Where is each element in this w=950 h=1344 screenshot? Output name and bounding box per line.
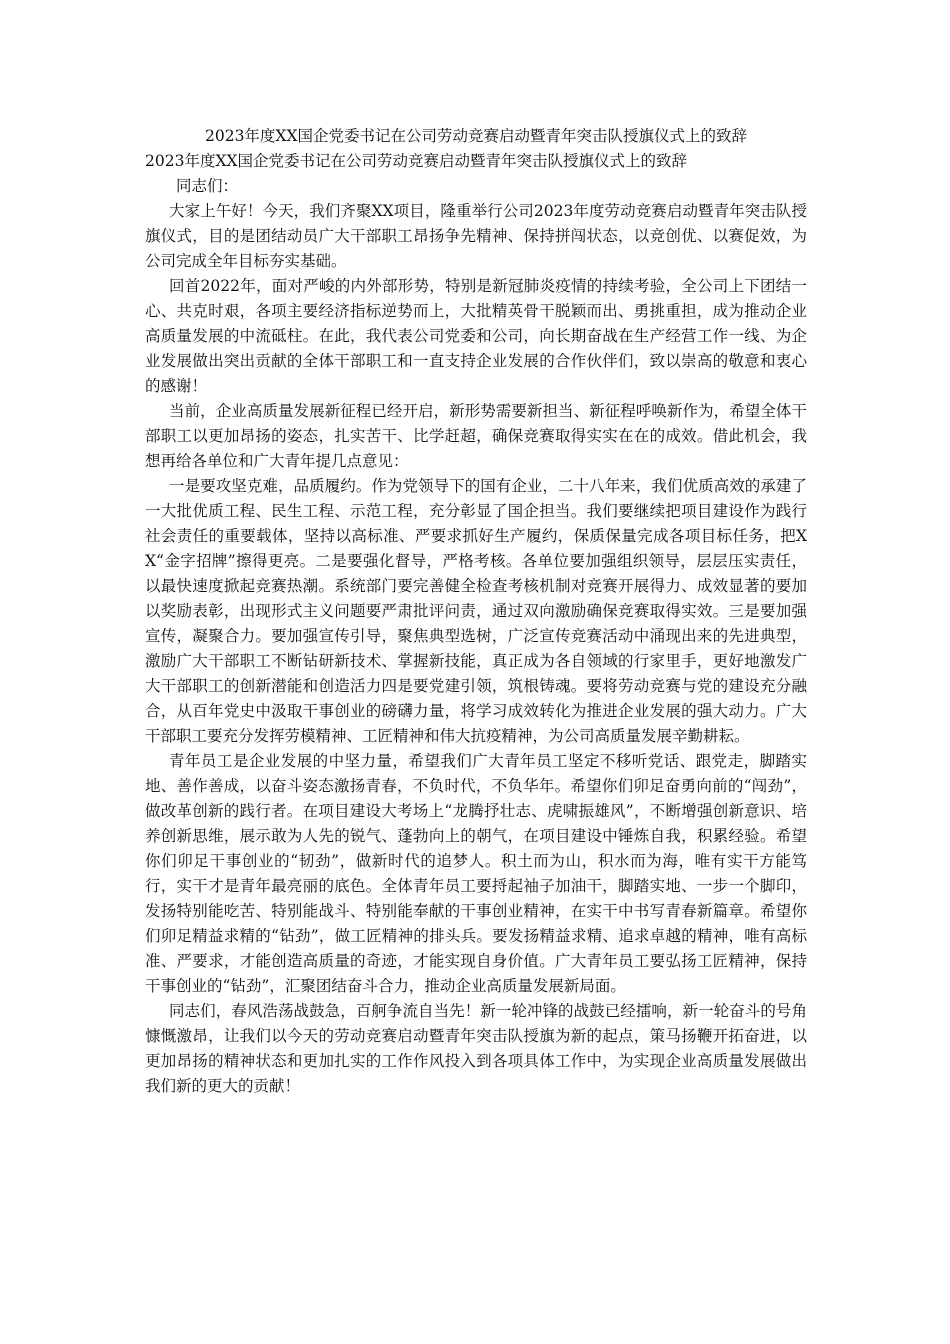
paragraph-review-2022: 回首2022年，面对严峻的内外部形势，特别是新冠肺炎疫情的持续考验，全公司上下团结一心、共克时艰，各项主要经济指标逆势而上，大批精英骨干脱颖而出、勇挑重担，成为推动企业高质量发展的中流砥柱。在此，我代表公司党委和公司，向长期奋战在生产经营工作一线、为企业发展做出突出贡献的全体干部职工和一直支持企业发展的合作伙伴们，致以崇高的敬意和衷心的感谢！ bbox=[145, 277, 807, 395]
paragraph-current-situation: 当前，企业高质量发展新征程已经开启，新形势需要新担当、新征程呼唤新作为，希望全体干部职工以更加昂扬的姿态，扎实苦干、比学赶超，确保竞赛取得实实在在的成效。借此机会，我想再给各单位和广大青年提几点意见： bbox=[145, 402, 807, 470]
salutation: 同志们： bbox=[176, 177, 239, 195]
document-title: 2023年度XX国企党委书记在公司劳动竞赛启动暨青年突击队授旗仪式上的致辞 bbox=[204, 127, 748, 145]
paragraph-four-requirements: 一是要攻坚克难，品质履约。作为党领导下的国有企业，二十八年来，我们优质高效的承建了一大批优质工程、民生工程、示范工程，充分彰显了国企担当。我们要继续把项目建设作为践行社会责任的重要载体，坚持以高标准、严要求抓好生产履约，保质保量完成各项目标任务，把XX“金字招牌”擦得更亮。二是要强化督导，严格考核。各单位要加强组织领导，层层压实责任，以最快速度掀起竞赛热潮。系统部门要完善健全检查考核机制对竞赛开展得力、成效显著的要加以奖励表彰，出现形式主义问题要严肃批评问责，通过双向激励确保竞赛取得实效。三是要加强宣传，凝聚合力。要加强宣传引导，聚焦典型选树，广泛宣传竞赛活动中涌现出来的先进典型，激励广大干部职工不断钻研新技术、掌握新技能，真正成为各自领域的行家里手，更好地激发广大干部职工的创新潜能和创造活力四是要党建引领，筑根铸魂。要将劳动竞赛与党的建设充分融合，从百年党史中汲取干事创业的磅礴力量，将学习成效转化为推进企业发展的强大动力。广大干部职工要充分发挥劳模精神、工匠精神和伟大抗疫精神，为公司高质量发展辛勤耕耘。 bbox=[145, 477, 807, 745]
paragraph-youth-employees: 青年员工是企业发展的中坚力量，希望我们广大青年员工坚定不移听党话、跟党走，脚踏实地、善作善成，以奋斗姿态激扬青春，不负时代，不负华年。希望你们卯足奋勇向前的“闯劲”，做改革创新的践行者。在项目建设大考场上“龙腾抒壮志、虎啸振雄风”，不断增强创新意识、培养创新思维，展示敢为人先的锐气、蓬勃向上的朝气，在项目建设中锤炼自我，积累经验。希望你们卯足干事创业的“韧劲”，做新时代的追梦人。积土而为山，积水而为海，唯有实干方能笃行，实干才是青年最亮丽的底色。全体青年员工要捋起袖子加油干，脚踏实地、一步一个脚印，发扬特别能吃苦、特别能战斗、特别能奉献的干事创业精神，在实干中书写青春新篇章。希望你们卯足精益求精的“钻劲”，做工匠精神的排头兵。要发扬精益求精、追求卓越的精神，唯有高标准、严要求，才能创造高质量的奇迹，才能实现自身价值。广大青年员工要弘扬工匠精神，保持干事创业的“钻劲”，汇聚团结奋斗合力，推动企业高质量发展新局面。 bbox=[145, 752, 807, 995]
document-title-repeat: 2023年度XX国企党委书记在公司劳动竞赛启动暨青年突击队授旗仪式上的致辞 bbox=[145, 152, 688, 170]
document-page bbox=[145, 124, 807, 1099]
paragraph-closing: 同志们，春风浩荡战鼓急，百舸争流自当先！新一轮冲锋的战鼓已经擂响，新一轮奋斗的号角慷慨激昂，让我们以今天的劳动竞赛启动暨青年突击队授旗为新的起点，策马扬鞭开拓奋进，以更加昂扬的精神状态和更加扎实的工作作风投入到各项具体工作中，为实现企业高质量发展做出我们新的更大的贡献！ bbox=[145, 1002, 807, 1095]
paragraph-greeting: 大家上午好！今天，我们齐聚XX项目，隆重举行公司2023年度劳动竞赛启动暨青年突击队授旗仪式，目的是团结动员广大干部职工昂扬争先精神、保持拼闯状态，以竞创优、以赛促效，为公司完成全年目标夯实基础。 bbox=[145, 202, 807, 270]
